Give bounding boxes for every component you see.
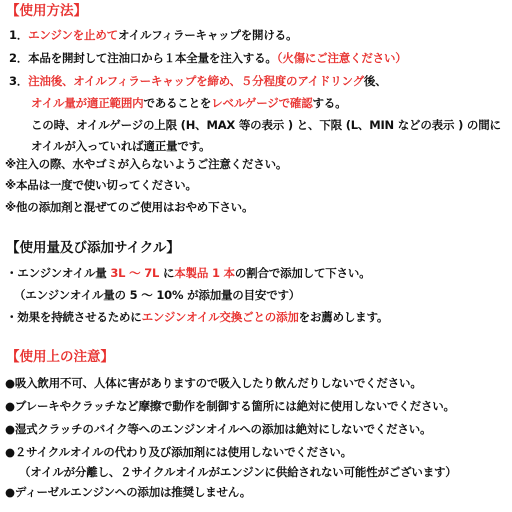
caution-item-1: ●吸入飲用不可、人体に害がありますので吸入したり飲んだりしないでください。 — [5, 376, 422, 390]
step-highlight: （火傷にご注意ください） — [276, 51, 407, 65]
note-2: ※本品は一度で使い切ってください。 — [5, 178, 197, 192]
note-3: ※他の添加剤と混ぜてのご使用はおやめ下さい。 — [5, 200, 254, 214]
cycle-text: ・効果を持続させるために — [6, 310, 142, 324]
cycle-line-1 — [6, 265, 370, 281]
cycle-text: をお薦めします。 — [298, 310, 389, 324]
caution-heading: 【使用上の注意】 — [6, 349, 114, 365]
step-2 — [9, 50, 407, 66]
step-highlight: エンジンを止めて — [28, 28, 118, 42]
caution-item-2: ●ブレーキやクラッチなど摩擦で動作を制御する箇所には絶対に使用しないでください。 — [5, 399, 455, 413]
cycle-text: ・エンジンオイル量 — [6, 266, 111, 280]
cycle-text: に — [159, 266, 175, 280]
note-1: ※注入の際、水やゴミが入らないようご注意ください。 — [5, 157, 288, 171]
caution-item-5: ●ディーゼルエンジンへの添加は推奨しません。 — [5, 485, 252, 499]
step-3-line-4: オイルが入っていれば適正量です。 — [31, 139, 211, 153]
step-highlight: レベルゲージで確認 — [211, 96, 313, 110]
cycle-line-3 — [6, 309, 388, 325]
caution-item-4-note: （オイルが分離し、２サイクルオイルがエンジンに供給されない可能性がございます） — [19, 465, 457, 479]
caution-item-3: ●湿式クラッチのバイク等へのエンジンオイルへの添加は絶対にしないでください。 — [5, 422, 432, 436]
cycle-text: の割合で添加して下さい。 — [234, 266, 371, 280]
step-highlight: 注油後、オイルフィラーキャップを締め、５分程度のアイドリング — [28, 74, 364, 88]
step-3-line-3: この時、オイルゲージの上限 (H、MAX 等の表示 ) と、下限 (L、MIN などの表示 ) の間に — [31, 118, 501, 132]
step-highlight: オイル量が適正範囲内 — [31, 96, 144, 110]
step-number: 1． — [9, 28, 29, 42]
cycle-line-2: （エンジンオイル量の 5 ～ 10% が添加量の目安です） — [14, 288, 301, 302]
step-number: 2． — [9, 51, 29, 65]
caution-item-4: ●２サイクルオイルの代わり及び添加剤には使用しないでください。 — [5, 445, 352, 459]
step-text: 本品を開封して注油口から１本全量を注入する。 — [28, 51, 277, 65]
step-1 — [9, 27, 297, 43]
step-text: オイルフィラーキャップを開ける。 — [117, 28, 298, 42]
usage-heading: 【使用方法】 — [6, 3, 87, 19]
step-text: 後、 — [363, 74, 387, 88]
step-number: 3． — [9, 74, 29, 88]
step-text: する。 — [312, 96, 347, 110]
cycle-highlight: 3L ～ 7L — [110, 266, 160, 280]
cycle-highlight: 本製品 1 本 — [174, 266, 235, 280]
step-3 — [9, 73, 387, 89]
step-3-line-2 — [31, 95, 346, 111]
step-text: であることを — [143, 96, 212, 110]
cycle-highlight: エンジンオイル交換ごとの添加 — [141, 310, 299, 324]
cycle-heading: 【使用量及び添加サイクル】 — [6, 240, 180, 256]
